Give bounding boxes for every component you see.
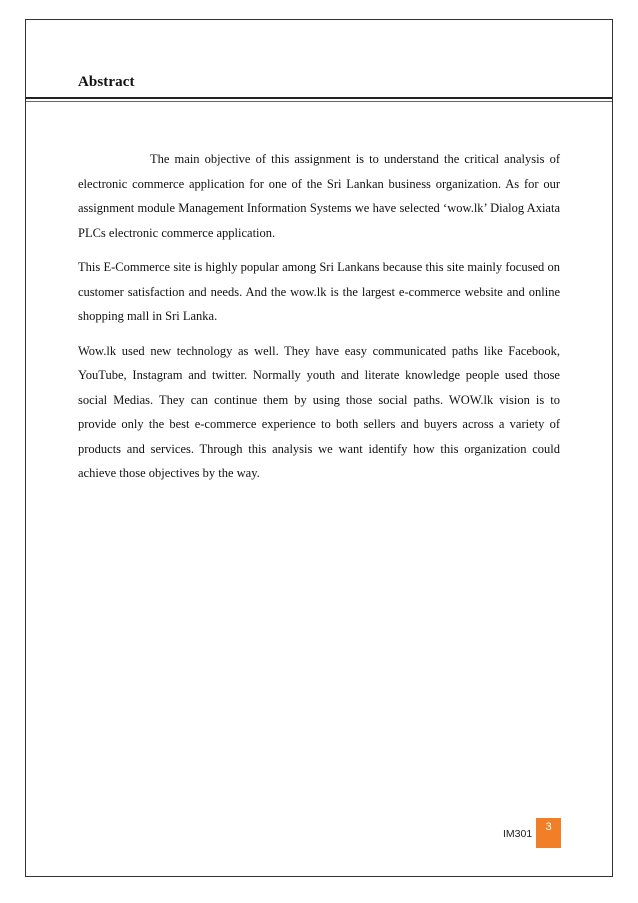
paragraph-3: Wow.lk used new technology as well. They have easy communicated paths like Facebook, YouTube, Instagram and twitter. Normally youth and literate knowledge people used those social Medias. They can continue them by using those social paths. WOW.lk vision is to provide only the best e-commerce experience to both sellers and buyers across a variety of products and services. Through this analysis we want identify how this organization could achieve those objectives by the way. — [78, 343, 560, 480]
course-code: IM301 — [503, 828, 533, 840]
paragraph-2: This E-Commerce site is highly popular among Sri Lankans because this site mainly focused on customer satisfaction and needs. And the wow.lk is the largest e-commerce website and online shopping mall in Sri Lanka. — [78, 260, 560, 323]
heading-rule — [26, 97, 612, 99]
abstract-body — [78, 147, 560, 496]
heading-rule-thin — [26, 101, 612, 102]
section-heading: Abstract — [78, 74, 135, 90]
page-number-badge: 3 — [536, 818, 561, 848]
paragraph-1: The main objective of this assignment is to understand the critical analysis of electronic commerce application for one of the Sri Lankan business organization. As for our assignment module Management Information Systems we have selected ‘wow.lk’ Dialog Axiata PLCs electronic commerce application. — [78, 152, 560, 240]
